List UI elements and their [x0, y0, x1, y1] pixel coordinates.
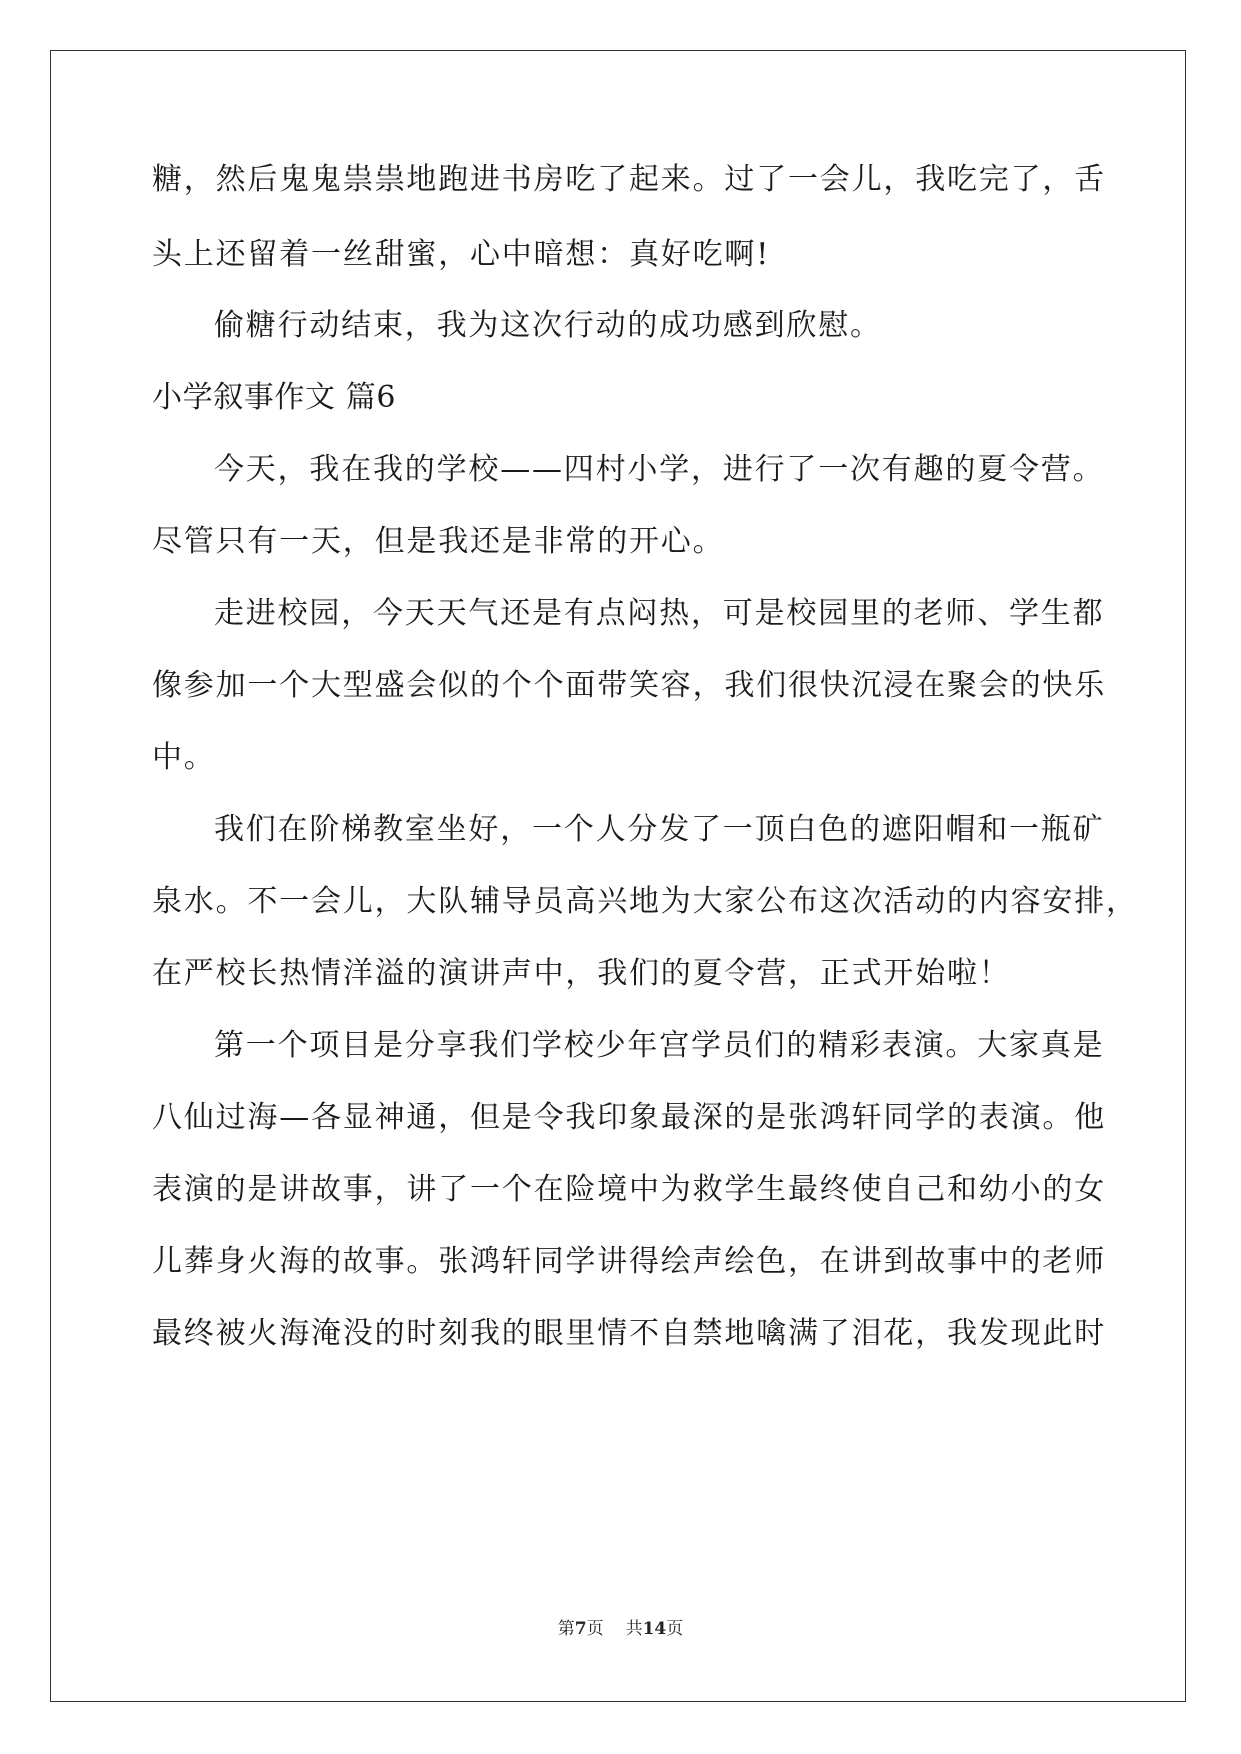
page-border [50, 50, 1186, 1702]
paragraph-start: 偷糖行动结束，我为这次行动的成功感到欣慰。 [214, 308, 882, 343]
text-line: 在严校长热情洋溢的演讲声中，我们的夏令营，正式开始啦！ [152, 956, 1011, 991]
text-line: 儿葬身火海的故事。张鸿轩同学讲得绘声绘色，在讲到故事中的老师 [152, 1244, 1106, 1279]
text-line: 八仙过海—各显神通，但是令我印象最深的是张鸿轩同学的表演。他 [152, 1100, 1106, 1135]
text-line: 泉水。不一会儿，大队辅导员高兴地为大家公布这次活动的内容安排， [152, 884, 1138, 919]
total-page-number: 14 [642, 1619, 667, 1639]
paragraph-start: 走进校园，今天天气还是有点闷热，可是校园里的老师、学生都 [214, 596, 1105, 631]
paragraph-start: 我们在阶梯教室坐好，一个人分发了一顶白色的遮阳帽和一瓶矿 [214, 812, 1105, 847]
current-page-number: 7 [574, 1619, 587, 1639]
paragraph-start: 第一个项目是分享我们学校少年宫学员们的精彩表演。大家真是 [214, 1028, 1105, 1063]
page-footer [0, 1618, 1241, 1640]
text-line: 中。 [152, 740, 216, 775]
text-line: 糖，然后鬼鬼祟祟地跑进书房吃了起来。过了一会儿，我吃完了，舌 [152, 162, 1106, 197]
text-line: 像参加一个大型盛会似的个个面带笑容，我们很快沉浸在聚会的快乐 [152, 668, 1106, 703]
text-line: 头上还留着一丝甜蜜，心中暗想：真好吃啊! [152, 237, 771, 272]
text-line: 表演的是讲故事，讲了一个在险境中为救学生最终使自己和幼小的女 [152, 1172, 1106, 1207]
page-unit: 页 [586, 1619, 604, 1639]
total-prefix: 共 [625, 1619, 643, 1639]
total-unit: 页 [666, 1619, 684, 1639]
paragraph-start: 今天，我在我的学校——四村小学，进行了一次有趣的夏令营。 [214, 452, 1105, 487]
page-prefix: 第 [557, 1619, 575, 1639]
section-heading: 小学叙事作文 篇6 [152, 380, 397, 415]
text-line: 最终被火海淹没的时刻我的眼里情不自禁地噙满了泪花，我发现此时 [152, 1316, 1106, 1351]
text-line: 尽管只有一天，但是我还是非常的开心。 [152, 524, 725, 559]
